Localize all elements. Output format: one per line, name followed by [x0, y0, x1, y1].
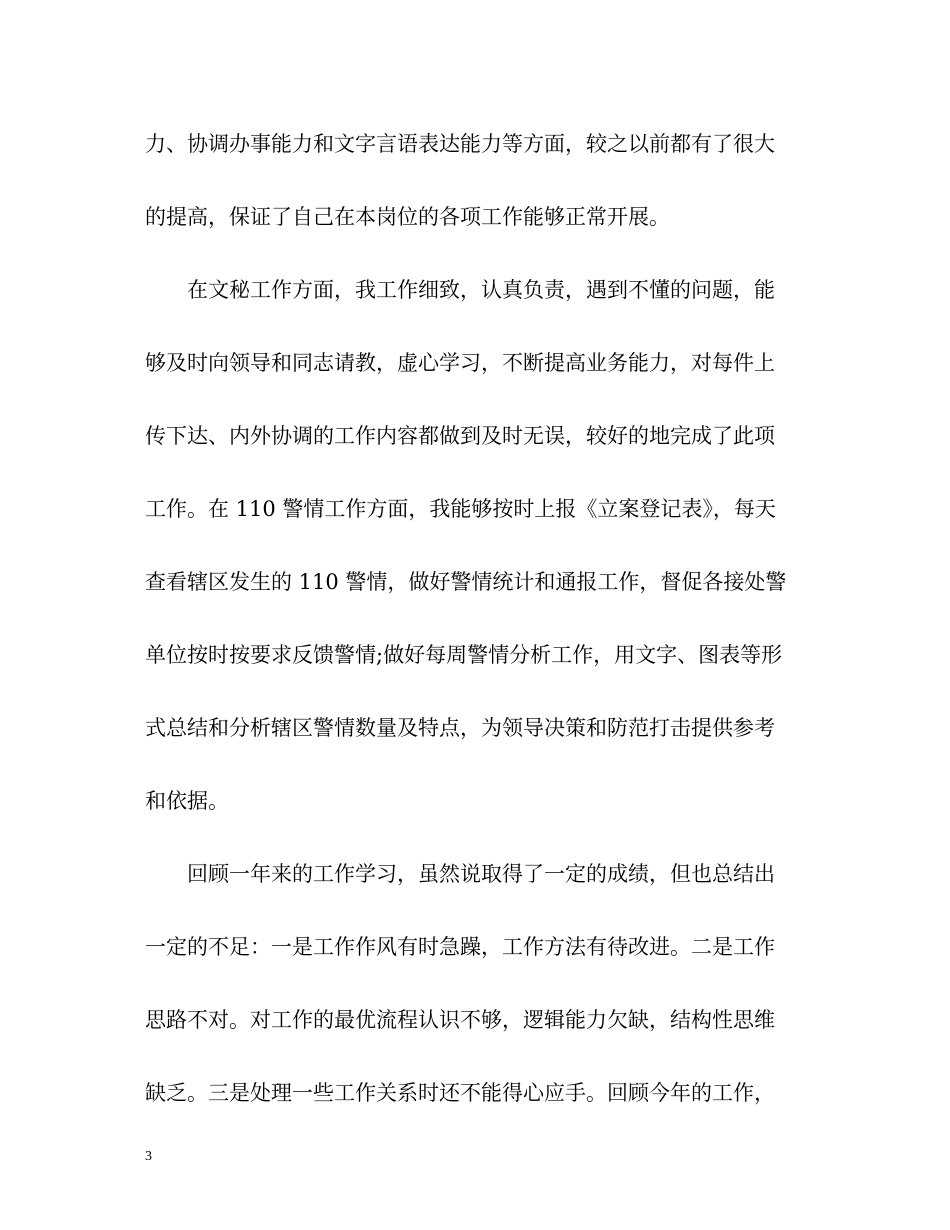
text-line: 力、协调办事能力和文字言语表达能力等方面，较之以前都有了很大	[145, 132, 775, 156]
text-line: 单位按时按要求反馈警情;做好每周警情分析工作，用文字、图表等形	[145, 643, 783, 667]
text-line: 一定的不足：一是工作作风有时急躁，工作方法有待改进。二是工作	[145, 935, 775, 959]
text-line: 的提高，保证了自己在本岗位的各项工作能够正常开展。	[145, 205, 670, 229]
page-number: 3	[145, 1149, 152, 1164]
text-line: 式总结和分析辖区警情数量及特点，为领导决策和防范打击提供参考	[145, 716, 775, 740]
text-line: 在文秘工作方面，我工作细致，认真负责，遇到不懂的问题，能	[145, 278, 775, 302]
text-line: 传下达、内外协调的工作内容都做到及时无误，较好的地完成了此项	[145, 424, 775, 448]
text-line: 缺乏。三是处理一些工作关系时还不能得心应手。回顾今年的工作，	[145, 1081, 775, 1105]
text-line: 查看辖区发生的 110 警情，做好警情统计和通报工作，督促各接处警	[145, 570, 787, 594]
text-line: 回顾一年来的工作学习，虽然说取得了一定的成绩，但也总结出	[145, 862, 775, 886]
text-line: 思路不对。对工作的最优流程认识不够，逻辑能力欠缺，结构性思维	[145, 1008, 775, 1032]
text-line: 够及时向领导和同志请教，虚心学习，不断提高业务能力，对每件上	[145, 351, 775, 375]
text-line: 和依据。	[145, 789, 229, 813]
text-line: 工作。在 110 警情工作方面，我能够按时上报《立案登记表》，每天	[145, 497, 776, 521]
